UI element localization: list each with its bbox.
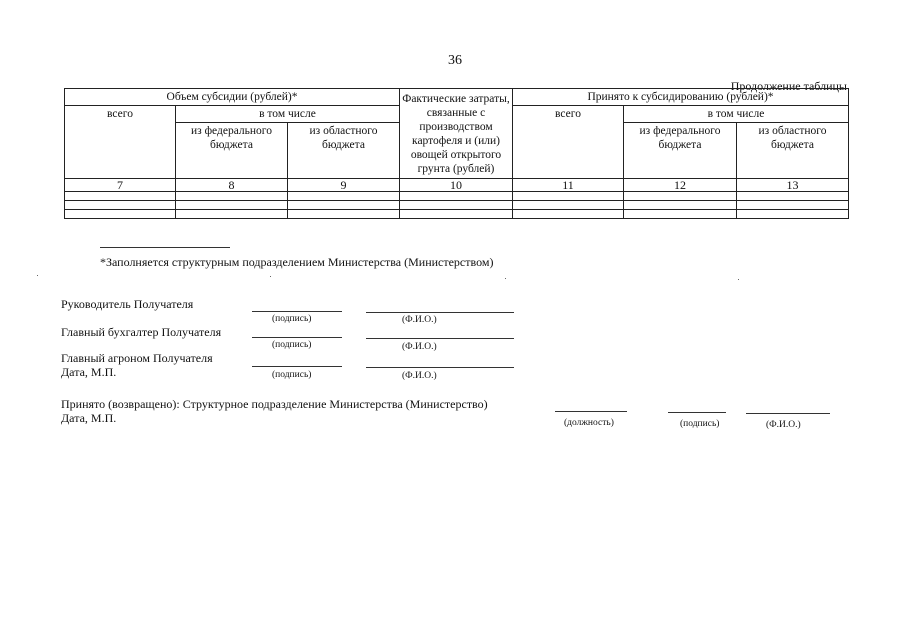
column-number: 7	[65, 179, 176, 192]
table-cell[interactable]	[288, 192, 400, 201]
position-hint: (должность)	[564, 418, 614, 428]
table-row-empty	[65, 201, 849, 210]
column-number: 11	[513, 179, 624, 192]
header-regional-budget-accepted: из областного бюджета	[737, 123, 849, 179]
header-actual-costs: Фактические затраты, связанные с производством картофеля и (или) овощей открытого грунта (рублей)	[400, 89, 513, 179]
signature-line-accountant[interactable]	[252, 337, 342, 338]
table-cell[interactable]	[400, 210, 513, 219]
header-total-accepted: всего	[513, 106, 624, 179]
signature-line-agronomist[interactable]	[252, 366, 342, 367]
header-federal-budget: из федерального бюджета	[176, 123, 288, 179]
table-cell[interactable]	[288, 201, 400, 210]
table-cell[interactable]	[513, 210, 624, 219]
signature-hint: (подпись)	[272, 340, 312, 350]
name-line-head[interactable]	[366, 312, 514, 313]
header-subsidy-volume: Объем субсидии (рублей)*	[65, 89, 400, 106]
table-cell[interactable]	[288, 210, 400, 219]
header-total: всего	[65, 106, 176, 179]
label-date-seal: Дата, М.П.	[61, 365, 117, 379]
scan-speck	[738, 279, 739, 280]
label-date-seal-ministry: Дата, М.П.	[61, 411, 117, 425]
column-number: 10	[400, 179, 513, 192]
table-row-empty	[65, 192, 849, 201]
header-including: в том числе	[176, 106, 400, 123]
label-chief-agronomist: Главный агроном Получателя	[61, 351, 213, 365]
table-cell[interactable]	[737, 192, 849, 201]
column-number: 12	[624, 179, 737, 192]
name-line-ministry[interactable]	[746, 413, 830, 414]
name-hint: (Ф.И.О.)	[402, 315, 437, 325]
signature-line-ministry[interactable]	[668, 412, 726, 413]
scan-speck	[505, 278, 506, 279]
footnote: *Заполняется структурным подразделением Министерства (Министерством)	[100, 255, 494, 269]
name-hint: (Ф.И.О.)	[402, 371, 437, 381]
table-cell[interactable]	[400, 201, 513, 210]
scan-speck	[37, 275, 38, 276]
table-cell[interactable]	[65, 192, 176, 201]
table-cell[interactable]	[65, 210, 176, 219]
table-cell[interactable]	[176, 201, 288, 210]
table-cell[interactable]	[400, 192, 513, 201]
column-number-row	[65, 179, 849, 192]
position-line[interactable]	[555, 411, 627, 412]
name-hint: (Ф.И.О.)	[402, 342, 437, 352]
header-accepted-for-subsidy: Принято к субсидированию (рублей)*	[513, 89, 849, 106]
table-cell[interactable]	[624, 192, 737, 201]
table-row-empty	[65, 210, 849, 219]
table-cell[interactable]	[65, 201, 176, 210]
header-regional-budget: из областного бюджета	[288, 123, 400, 179]
footnote-divider	[100, 247, 230, 248]
label-chief-accountant: Главный бухгалтер Получателя	[61, 325, 222, 339]
accepted-returned-text: Принято (возвращено): Структурное подразделение Министерства (Министерство)	[61, 397, 488, 411]
table-cell[interactable]	[737, 201, 849, 210]
name-line-accountant[interactable]	[366, 338, 514, 339]
table-cell[interactable]	[624, 210, 737, 219]
table-cell[interactable]	[737, 210, 849, 219]
table-cell[interactable]	[513, 201, 624, 210]
label-head: Руководитель Получателя	[61, 297, 194, 311]
signature-hint: (подпись)	[272, 370, 312, 380]
subsidy-table	[64, 88, 849, 219]
name-hint: (Ф.И.О.)	[766, 420, 801, 430]
table-cell[interactable]	[176, 210, 288, 219]
signature-hint: (подпись)	[272, 314, 312, 324]
name-line-agronomist[interactable]	[366, 367, 514, 368]
page-number: 36	[448, 53, 462, 68]
column-number: 13	[737, 179, 849, 192]
table-continuation-label: Продолжение таблицы	[730, 79, 847, 93]
column-number: 8	[176, 179, 288, 192]
header-federal-budget-accepted: из федерального бюджета	[624, 123, 737, 179]
table-cell[interactable]	[624, 201, 737, 210]
signature-line-head[interactable]	[252, 311, 342, 312]
signature-hint: (подпись)	[680, 419, 720, 429]
scan-speck	[270, 276, 271, 277]
table-cell[interactable]	[513, 192, 624, 201]
table-cell[interactable]	[176, 192, 288, 201]
header-including-accepted: в том числе	[624, 106, 849, 123]
column-number: 9	[288, 179, 400, 192]
table-header-row-1	[65, 89, 849, 106]
